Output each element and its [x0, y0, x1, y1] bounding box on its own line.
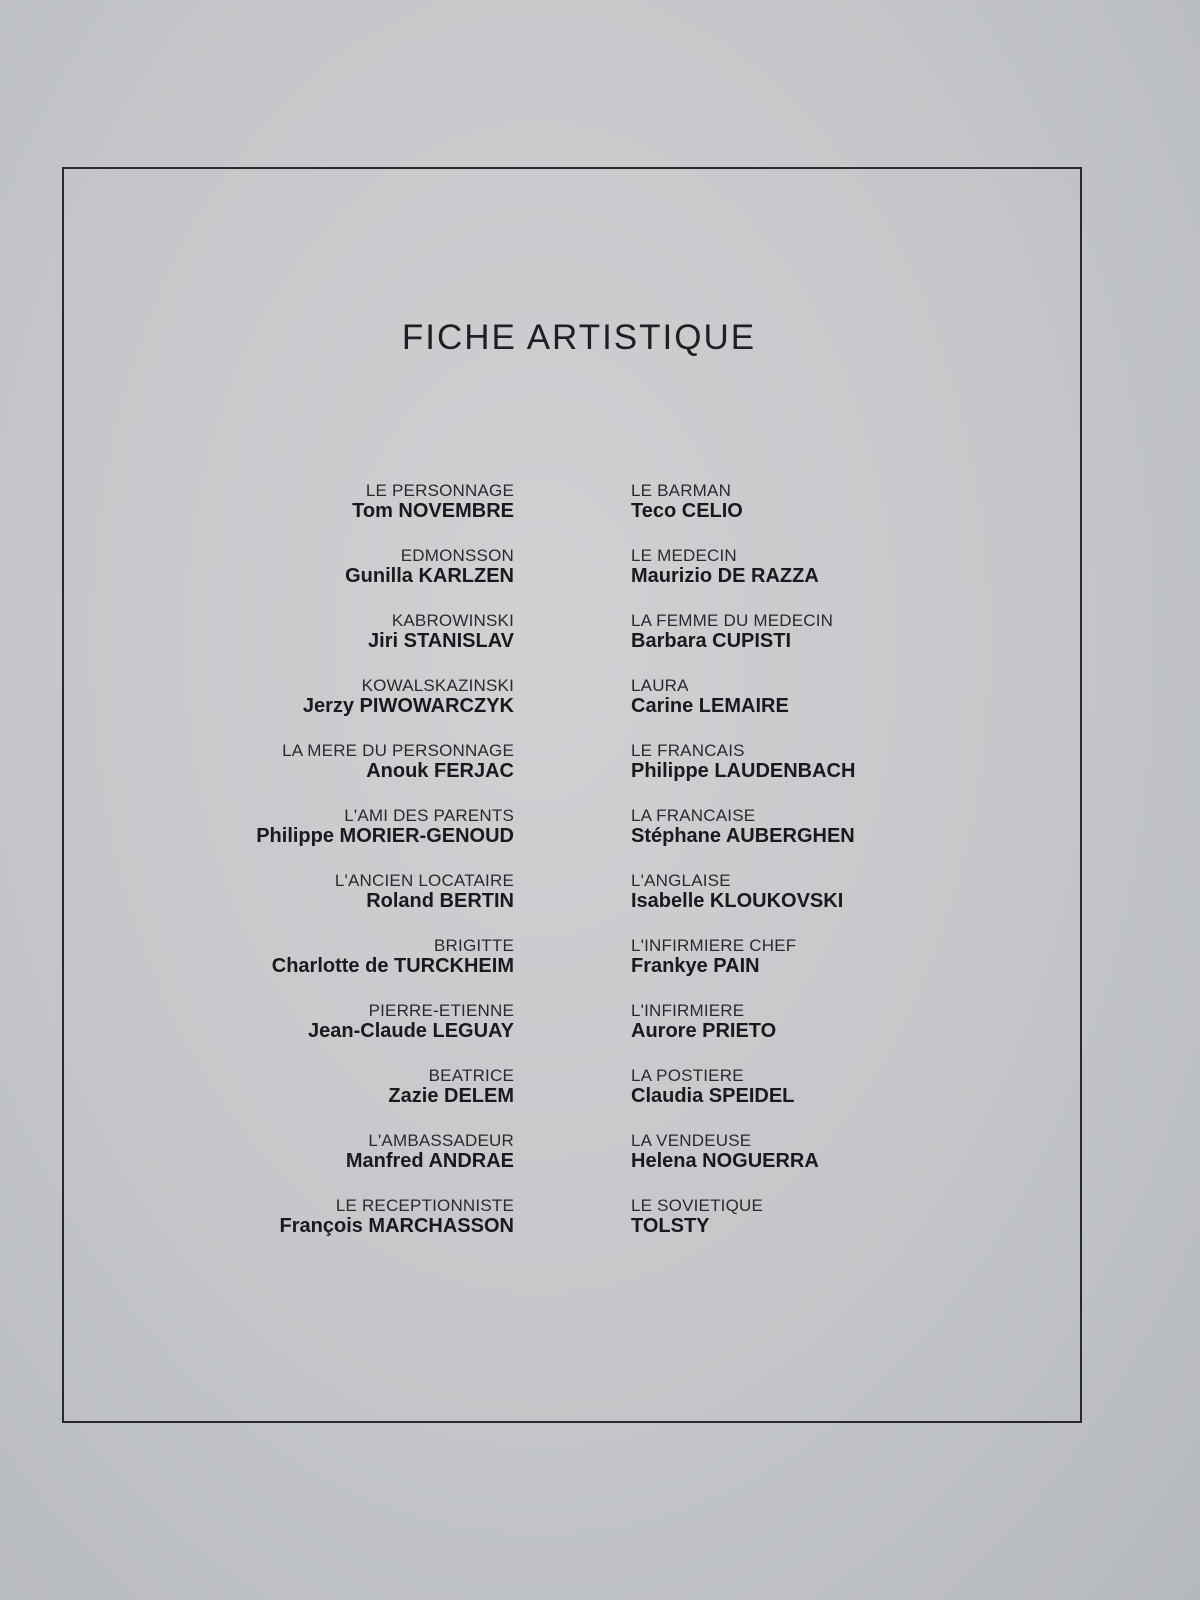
- actor-name: Gunilla KARLZEN: [345, 565, 514, 587]
- character-role: LA MERE DU PERSONNAGE: [282, 741, 514, 760]
- cast-list-left: [200, 481, 514, 1261]
- actor-name: Aurore PRIETO: [631, 1020, 777, 1042]
- actor-name: Teco CELIO: [631, 500, 743, 522]
- cast-entry: [631, 1131, 991, 1196]
- cast-entry: [200, 806, 514, 871]
- actor-name: Helena NOGUERRA: [631, 1150, 819, 1172]
- page-title: FICHE ARTISTIQUE: [401, 318, 757, 357]
- cast-entry: [200, 676, 514, 741]
- cast-entry: [200, 936, 514, 1001]
- character-role: KABROWINSKI: [391, 611, 514, 630]
- character-role: LA FRANCAISE: [631, 806, 756, 825]
- cast-entry: [631, 936, 991, 1001]
- character-role: LA VENDEUSE: [631, 1131, 752, 1150]
- cast-entry: [631, 1001, 991, 1066]
- character-role: PIERRE-ETIENNE: [368, 1001, 514, 1020]
- character-role: LE PERSONNAGE: [365, 481, 514, 500]
- actor-name: Roland BERTIN: [366, 890, 514, 912]
- cast-entry: [631, 481, 991, 546]
- cast-entry: [200, 1131, 514, 1196]
- character-role: L'AMI DES PARENTS: [344, 806, 514, 825]
- actor-name: Frankye PAIN: [631, 955, 760, 977]
- character-role: BRIGITTE: [434, 936, 514, 955]
- cast-entry: [200, 546, 514, 611]
- actor-name: Philippe MORIER-GENOUD: [256, 825, 514, 847]
- actor-name: François MARCHASSON: [279, 1215, 514, 1237]
- actor-name: Philippe LAUDENBACH: [631, 760, 856, 782]
- cast-entry: [200, 481, 514, 546]
- actor-name: Jean-Claude LEGUAY: [308, 1020, 514, 1042]
- character-role: LA FEMME DU MEDECIN: [631, 611, 834, 630]
- cast-entry: [631, 806, 991, 871]
- character-role: EDMONSSON: [400, 546, 514, 565]
- cast-entry: [631, 1196, 991, 1261]
- cast-entry: [200, 611, 514, 676]
- character-role: LE SOVIETIQUE: [631, 1196, 764, 1215]
- character-role: L'AMBASSADEUR: [368, 1131, 514, 1150]
- character-role: LE FRANCAIS: [631, 741, 745, 760]
- character-role: LE BARMAN: [631, 481, 732, 500]
- cast-entry: [631, 871, 991, 936]
- character-role: LA POSTIERE: [631, 1066, 744, 1085]
- character-role: LE MEDECIN: [631, 546, 737, 565]
- actor-name: TOLSTY: [631, 1215, 710, 1237]
- cast-entry: [200, 741, 514, 806]
- actor-name: Anouk FERJAC: [366, 760, 514, 782]
- character-role: LAURA: [631, 676, 689, 695]
- actor-name: Maurizio DE RAZZA: [631, 565, 819, 587]
- character-role: L'ANGLAISE: [631, 871, 731, 890]
- actor-name: Jiri STANISLAV: [368, 630, 514, 652]
- actor-name: Stéphane AUBERGHEN: [631, 825, 855, 847]
- actor-name: Isabelle KLOUKOVSKI: [631, 890, 844, 912]
- cast-entry: [200, 1001, 514, 1066]
- cast-entry: [631, 1066, 991, 1131]
- actor-name: Jerzy PIWOWARCZYK: [302, 695, 514, 717]
- cast-entry: [200, 871, 514, 936]
- actor-name: Barbara CUPISTI: [631, 630, 792, 652]
- actor-name: Zazie DELEM: [388, 1085, 514, 1107]
- character-role: L'INFIRMIERE CHEF: [631, 936, 797, 955]
- actor-name: Tom NOVEMBRE: [352, 500, 514, 522]
- character-role: L'ANCIEN LOCATAIRE: [334, 871, 514, 890]
- actor-name: Carine LEMAIRE: [631, 695, 789, 717]
- cast-entry: [631, 546, 991, 611]
- cast-entry: [200, 1066, 514, 1131]
- character-role: LE RECEPTIONNISTE: [335, 1196, 514, 1215]
- cast-entry: [631, 611, 991, 676]
- cast-entry: [631, 741, 991, 806]
- actor-name: Claudia SPEIDEL: [631, 1085, 795, 1107]
- cast-list-right: [631, 481, 991, 1261]
- cast-entry: [631, 676, 991, 741]
- character-role: BEATRICE: [428, 1066, 514, 1085]
- actor-name: Charlotte de TURCKHEIM: [271, 955, 514, 977]
- cast-entry: [200, 1196, 514, 1261]
- actor-name: Manfred ANDRAE: [345, 1150, 514, 1172]
- character-role: KOWALSKAZINSKI: [361, 676, 514, 695]
- character-role: L'INFIRMIERE: [631, 1001, 745, 1020]
